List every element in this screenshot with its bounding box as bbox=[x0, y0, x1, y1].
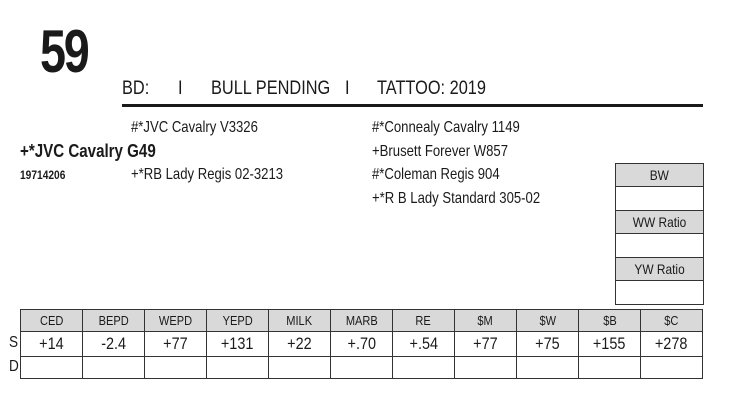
epd-header: CED bbox=[21, 310, 83, 332]
epd-s-row bbox=[21, 332, 703, 357]
epd-d-value bbox=[207, 357, 269, 379]
ratio-box bbox=[615, 163, 704, 305]
epd-d-value bbox=[269, 357, 331, 379]
epd-d-value bbox=[145, 357, 207, 379]
epd-header: WEPD bbox=[145, 310, 207, 332]
header-separator: I bbox=[178, 78, 183, 99]
tattoo-text: TATTOO: 2019 bbox=[377, 78, 486, 99]
epd-header: $B bbox=[579, 310, 641, 332]
epd-s-value: -2.4 bbox=[83, 332, 145, 357]
sire-sire-name: #*Connealy Cavalry 1149 bbox=[372, 119, 520, 136]
epd-s-value: +.54 bbox=[393, 332, 455, 357]
header-rule bbox=[122, 104, 703, 107]
epd-d-value bbox=[83, 357, 145, 379]
ww-ratio-label: WW Ratio bbox=[616, 211, 703, 234]
epd-header: $W bbox=[517, 310, 579, 332]
epd-s-value: +131 bbox=[207, 332, 269, 357]
epd-s-value: +278 bbox=[641, 332, 703, 357]
epd-s-value: +77 bbox=[145, 332, 207, 357]
epd-s-value: +.70 bbox=[331, 332, 393, 357]
epd-header: $C bbox=[641, 310, 703, 332]
epd-d-value bbox=[641, 357, 703, 379]
row-label-s: S bbox=[9, 334, 19, 351]
epd-header: $M bbox=[455, 310, 517, 332]
epd-d-value bbox=[517, 357, 579, 379]
bw-value bbox=[616, 187, 703, 211]
registration-number: 19714206 bbox=[20, 168, 66, 182]
epd-header: BEPD bbox=[83, 310, 145, 332]
epd-table bbox=[20, 309, 703, 379]
animal-name: +*JVC Cavalry G49 bbox=[20, 141, 156, 161]
bw-label: BW bbox=[616, 164, 703, 187]
epd-d-value bbox=[455, 357, 517, 379]
bd-label: BD: bbox=[122, 78, 150, 99]
sire-name: #*JVC Cavalry V3326 bbox=[131, 119, 258, 136]
epd-s-value: +77 bbox=[455, 332, 517, 357]
epd-d-value bbox=[331, 357, 393, 379]
epd-header-row bbox=[21, 310, 703, 332]
dam-name: +*RB Lady Regis 02-3213 bbox=[131, 166, 284, 183]
epd-header: MARB bbox=[331, 310, 393, 332]
epd-header: MILK bbox=[269, 310, 331, 332]
ww-ratio-value bbox=[616, 234, 703, 258]
row-label-d: D bbox=[9, 358, 19, 375]
status-text: BULL PENDING bbox=[211, 78, 331, 99]
dam-dam-name: +*R B Lady Standard 305-02 bbox=[372, 190, 541, 207]
epd-d-value bbox=[393, 357, 455, 379]
epd-s-value: +155 bbox=[579, 332, 641, 357]
epd-d-value bbox=[21, 357, 83, 379]
yw-ratio-value bbox=[616, 281, 703, 304]
header-separator: I bbox=[345, 78, 350, 99]
epd-s-value: +75 bbox=[517, 332, 579, 357]
yw-ratio-label: YW Ratio bbox=[616, 258, 703, 281]
epd-d-value bbox=[579, 357, 641, 379]
epd-d-row bbox=[21, 357, 703, 379]
sire-dam-name: +Brusett Forever W857 bbox=[372, 143, 508, 160]
epd-header: YEPD bbox=[207, 310, 269, 332]
epd-header: RE bbox=[393, 310, 455, 332]
lot-number: 59 bbox=[40, 18, 88, 85]
epd-s-value: +22 bbox=[269, 332, 331, 357]
epd-s-value: +14 bbox=[21, 332, 83, 357]
dam-sire-name: #*Coleman Regis 904 bbox=[372, 166, 500, 183]
